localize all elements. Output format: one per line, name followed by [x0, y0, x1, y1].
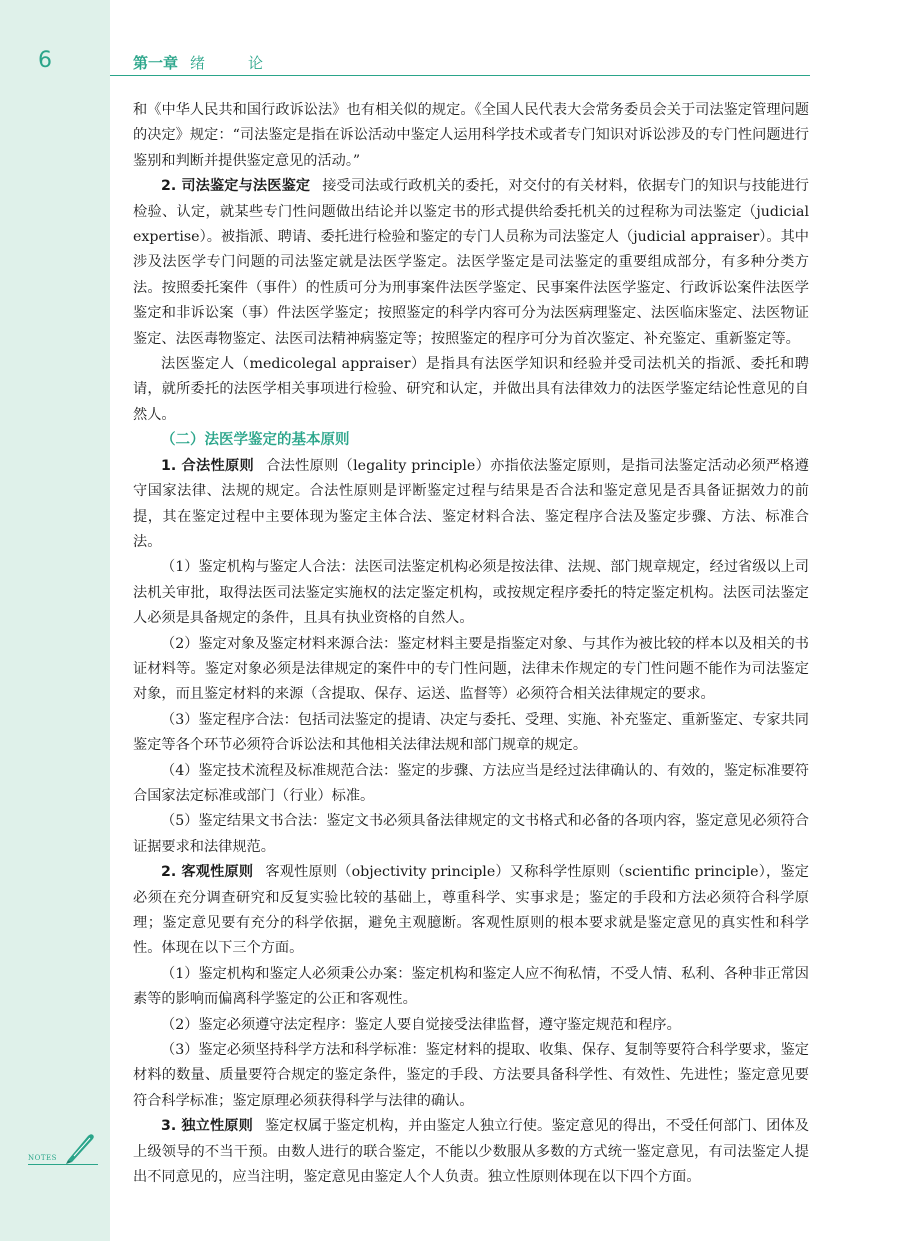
paragraph: （5）鉴定结果文书合法：鉴定文书必须具备法律规定的文书格式和必备的各项内容，鉴定意见必须符合证据要求和法律规范。: [133, 813, 809, 855]
paragraph: （3）鉴定程序合法：包括司法鉴定的提请、决定与委托、受理、实施、补充鉴定、重新鉴定、专家共同鉴定等各个环节必须符合诉讼法和其他相关法律法规和部门规章的规定。: [133, 711, 809, 754]
header-rule: [110, 75, 810, 76]
paragraph-lead: 1. 合法性原则: [161, 457, 255, 474]
pen-icon: [62, 1130, 96, 1164]
paragraph-lead: 2. 客观性原则: [161, 864, 254, 881]
paragraph: 法医鉴定人（medicolegal appraiser）是指具有法医学知识和经验并受司法机关的指派、委托和聘请，就所委托的法医学相关事项进行检验、研究和认定，并做出具有法律效力的法医学鉴定结论性意见的自然人。: [133, 356, 809, 423]
notes-line: [28, 1164, 98, 1165]
paragraph: （2）鉴定必须遵守法定程序：鉴定人要自觉接受法律监督，遵守鉴定规范和程序。: [161, 1016, 681, 1033]
page-number: 6: [38, 48, 52, 73]
chapter-label: 第一章: [133, 54, 179, 72]
paragraph: 1. 合法性原则 合法性原则（legality principle）亦指依法鉴定原则，是指司法鉴定活动必须严格遵守国家法律、法规的规定。合法性原则是评断鉴定过程与结果是否合法和鉴定意见是否具备证据效力的前提，其在鉴定过程中主要体现为鉴定主体合法、鉴定材料合法、鉴定程序合法及鉴定步骤、方法、标准合法。: [133, 457, 809, 550]
paragraph: 2. 司法鉴定与法医鉴定 接受司法或行政机关的委托，对交付的有关材料，依据专门的知识与技能进行检验、认定，就某些专门性问题做出结论并以鉴定书的形式提供给委托机关的过程称为司法鉴定（judicial expertise）。被指派、聘请、委托进行检验和鉴定的专门人员称为司法鉴定人（judicial appraiser）。其中涉及法医学专门问题的司法鉴定就是法医学鉴定。法医学鉴定是司法鉴定的重要组成部分，有多种分类方法。按照委托案件（事件）的性质可分为刑事案件法医学鉴定、民事案件法医学鉴定、行政诉讼案件法医学鉴定和非诉讼案（事）件法医学鉴定；按照鉴定的科学内容可分为法医病理鉴定、法医临床鉴定、法医物证鉴定、法医毒物鉴定、法医司法精神病鉴定等；按照鉴定的程序可分为首次鉴定、补充鉴定、重新鉴定等。: [133, 178, 809, 347]
notes-label: NOTES: [28, 1154, 57, 1162]
paragraph: （1）鉴定机构和鉴定人必须秉公办案：鉴定机构和鉴定人应不徇私情，不受人情、私利、各种非正常因素等的影响而偏离科学鉴定的公正和客观性。: [133, 965, 809, 1008]
paragraph-lead: 2. 司法鉴定与法医鉴定: [161, 178, 311, 195]
paragraph: 2. 客观性原则 客观性原则（objectivity principle）又称科学性原则（scientific principle），鉴定必须在充分调查研究和反复实验比较的基础上，尊重科学、实事求是；鉴定的手段和方法必须符合科学原理；鉴定意见要有充分的科学依据，避免主观臆断。客观性原则的根本要求就是鉴定意见的真实性和科学性。体现在以下三个方面。: [133, 864, 809, 957]
margin-band: [0, 0, 110, 1241]
paragraph: （4）鉴定技术流程及标准规范合法：鉴定的步骤、方法应当是经过法律确认的、有效的，鉴定标准要符合国家法定标准或部门（行业）标准。: [133, 762, 809, 804]
notes-marker: [28, 1130, 100, 1172]
chapter-header: [133, 52, 277, 73]
paragraph-lead: 3. 独立性原则: [161, 1118, 253, 1135]
paragraph: （2）鉴定对象及鉴定材料来源合法：鉴定材料主要是指鉴定对象、与其作为被比较的样本以及相关的书证材料等。鉴定对象必须是法律规定的案件中的专门性问题，法律未作规定的专门性问题不能作为司法鉴定对象，而且鉴定材料的来源（含提取、保存、运送、监督等）必须符合相关法律规定的要求。: [133, 635, 809, 703]
chapter-title: 绪 论: [190, 54, 278, 72]
paragraph: 和《中华人民共和国行政诉讼法》也有相关似的规定。《全国人民代表大会常务委员会关于司法鉴定管理问题的决定》规定：“司法鉴定是指在诉讼活动中鉴定人运用科学技术或者专门知识对诉讼涉及的专门性问题进行鉴别和判断并提供鉴定意见的活动。”: [133, 102, 809, 169]
section-heading: （二）法医学鉴定的基本原则: [161, 432, 350, 449]
body-text: [133, 98, 809, 1190]
paragraph: 3. 独立性原则 鉴定权属于鉴定机构，并由鉴定人独立行使。鉴定意见的得出，不受任何部门、团体及上级领导的不当干预。由数人进行的联合鉴定，不能以少数服从多数的方式统一鉴定意见，有司法鉴定人提出不同意见的，应当注明，鉴定意见由鉴定人个人负责。独立性原则体现在以下四个方面。: [133, 1118, 809, 1186]
paragraph: （3）鉴定必须坚持科学方法和科学标准：鉴定材料的提取、收集、保存、复制等要符合科学要求，鉴定材料的数量、质量要符合规定的鉴定条件，鉴定的手段、方法要具备科学性、有效性、先进性；鉴定意见要符合科学标准；鉴定原理必须获得科学与法律的确认。: [133, 1042, 809, 1109]
paragraph: （1）鉴定机构与鉴定人合法：法医司法鉴定机构必须是按法律、法规、部门规章规定，经过省级以上司法机关审批，取得法医司法鉴定实施权的法定鉴定机构，或按规定程序委托的特定鉴定机构。法医司法鉴定人必须是具备规定的条件，且具有执业资格的自然人。: [133, 559, 809, 627]
